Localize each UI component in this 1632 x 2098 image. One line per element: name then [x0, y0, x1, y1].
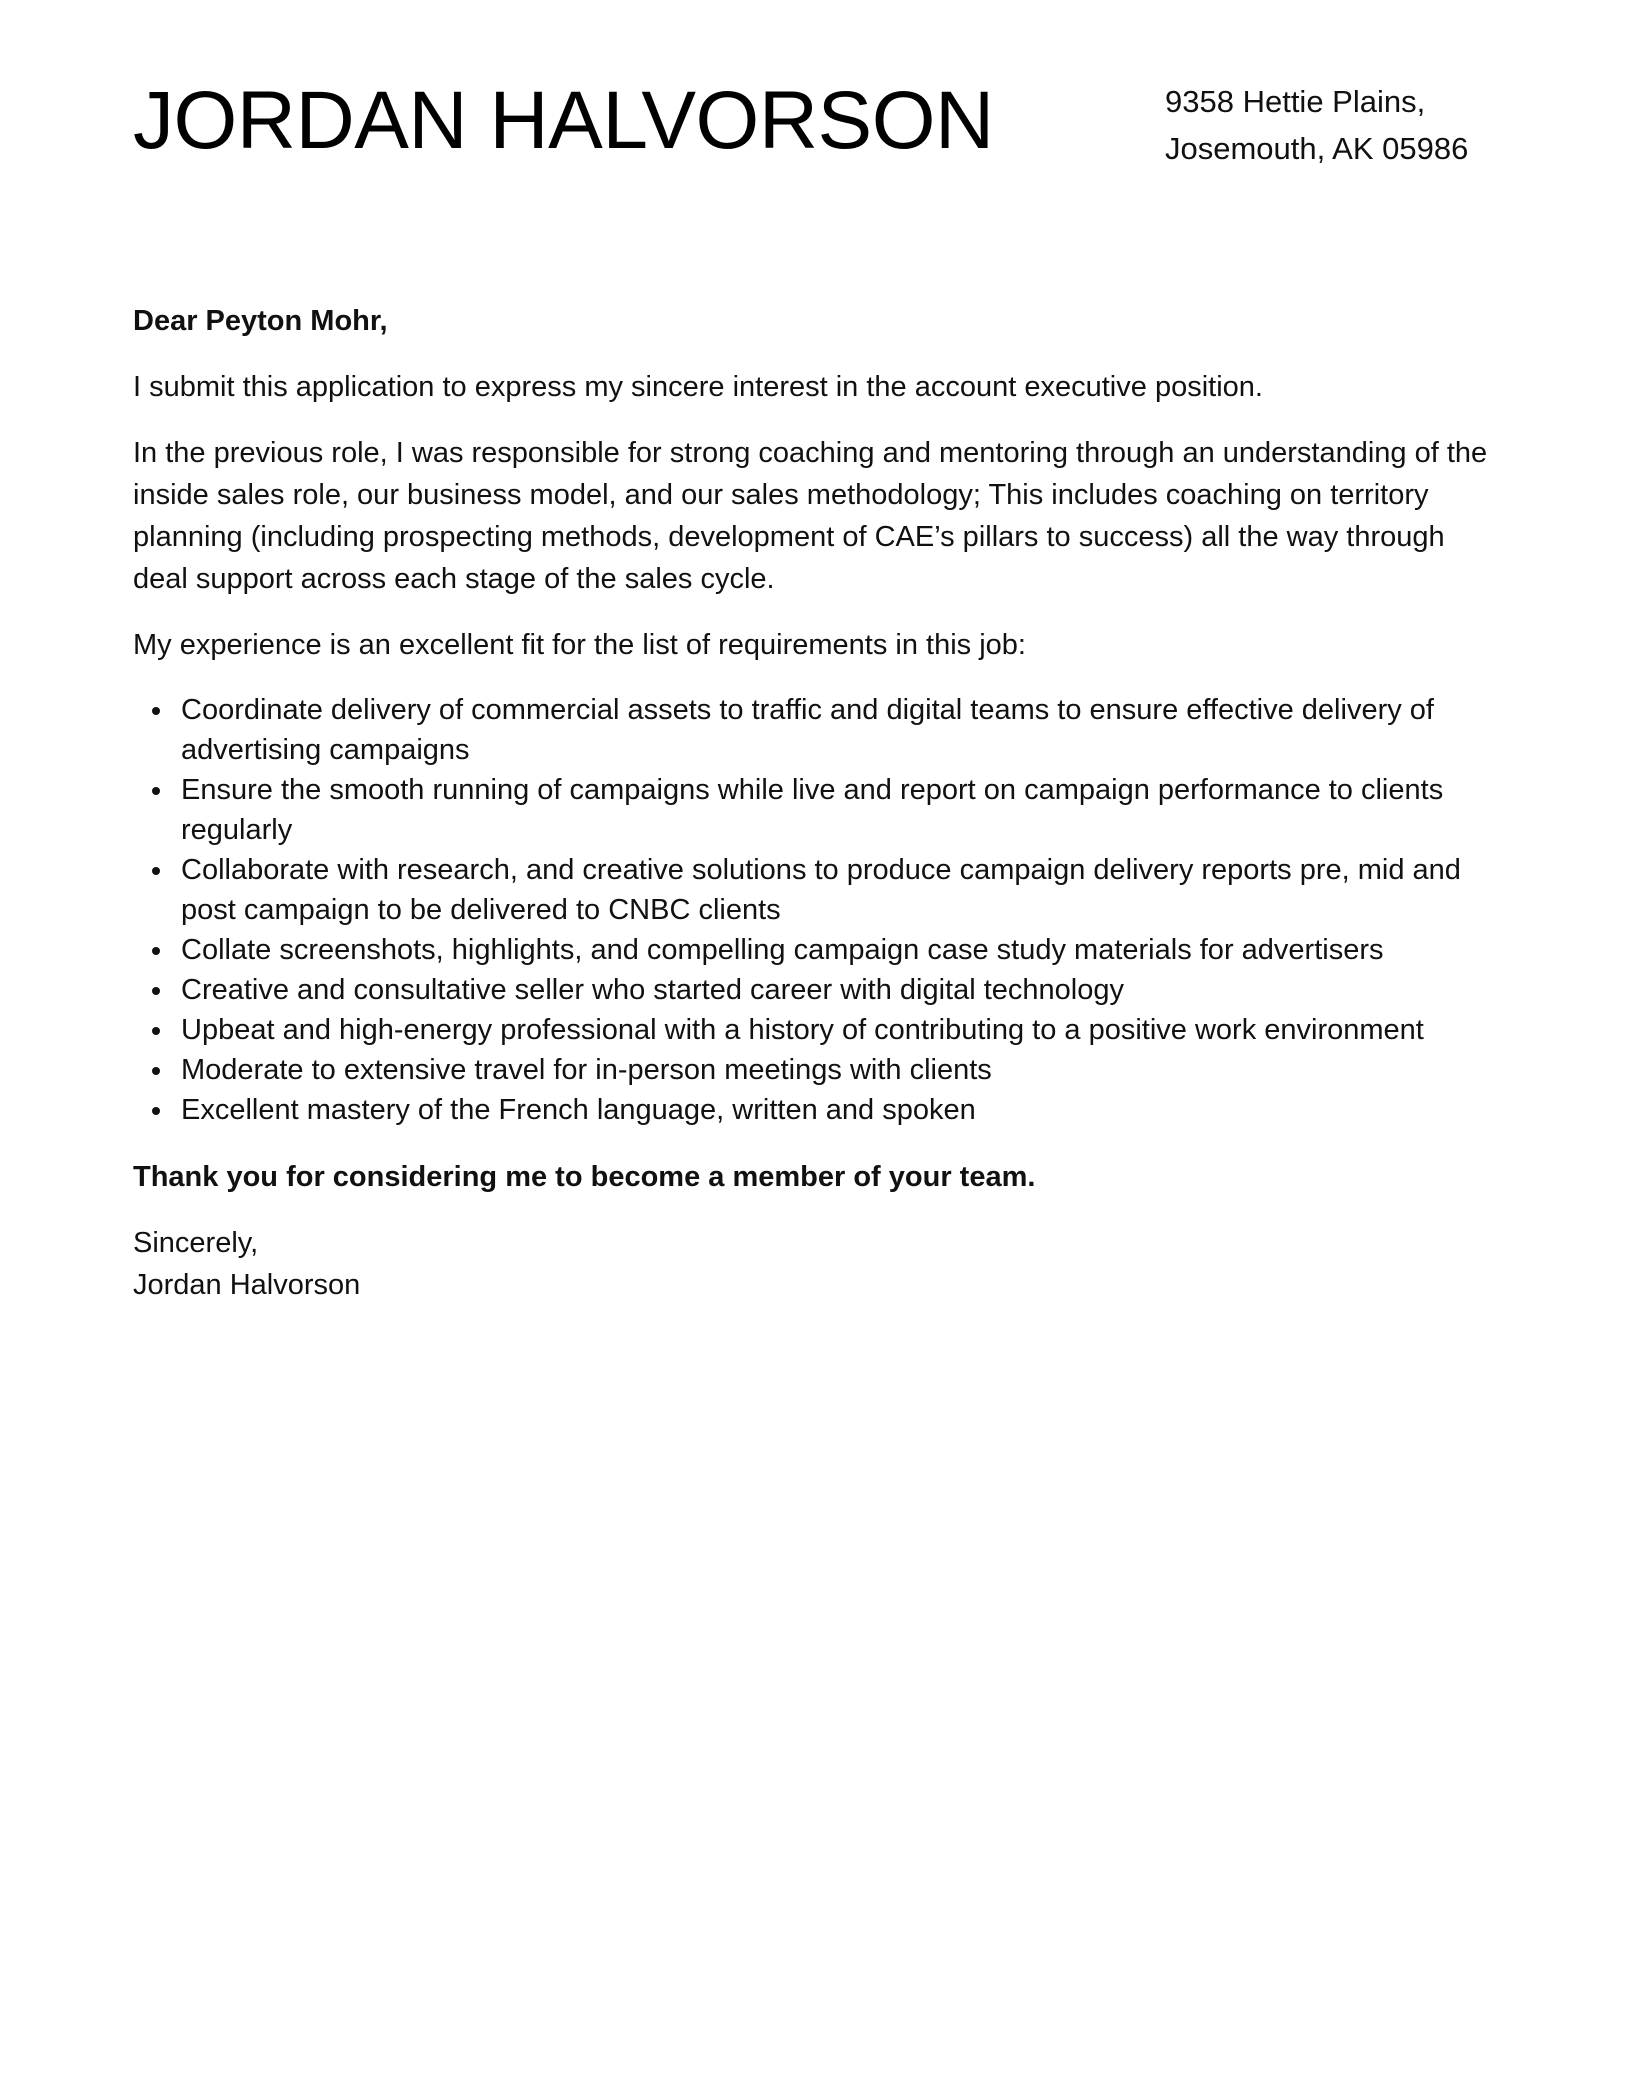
bullet-icon: [152, 1027, 160, 1035]
requirements-list: [133, 690, 1503, 1130]
requirement-text: Upbeat and high-energy professional with a history of contributing to a positive work environment: [181, 1014, 1424, 1046]
intro-paragraph: I submit this application to express my sincere interest in the account executive position.: [133, 371, 1263, 403]
signoff-block: [133, 1222, 1503, 1306]
letter-body: [133, 300, 1503, 1306]
requirement-item: [133, 690, 1503, 770]
address-line-2: Josemouth, AK 05986: [1165, 131, 1469, 166]
requirement-item: [133, 1050, 1503, 1090]
requirements-intro: My experience is an excellent fit for the list of requirements in this job:: [133, 629, 1026, 661]
bullet-icon: [152, 947, 160, 955]
requirement-item: [133, 970, 1503, 1010]
bullet-icon: [152, 867, 160, 875]
bullet-icon: [152, 1067, 160, 1075]
bullet-icon: [152, 1107, 160, 1115]
requirement-text: Ensure the smooth running of campaigns while live and report on campaign performance to clients regularly: [181, 774, 1444, 846]
requirement-text: Creative and consultative seller who started career with digital technology: [181, 974, 1124, 1006]
requirement-text: Collate screenshots, highlights, and compelling campaign case study materials for advertisers: [181, 934, 1384, 966]
applicant-name: JORDAN HALVORSON: [133, 75, 994, 166]
requirement-item: [133, 770, 1503, 850]
experience-paragraph: In the previous role, I was responsible for strong coaching and mentoring through an understanding of the inside sales role, our business model, and our sales methodology; This includes coaching on territory planning (including prospecting methods, development of CAE’s pillars to success) all the way through deal support across each stage of the sales cycle.: [133, 437, 1488, 595]
applicant-address: [1165, 78, 1468, 172]
requirement-text: Moderate to extensive travel for in-person meetings with clients: [181, 1054, 992, 1086]
requirement-item: [133, 1010, 1503, 1050]
address-line-1: 9358 Hettie Plains,: [1165, 84, 1426, 119]
salutation: Dear Peyton Mohr,: [133, 305, 388, 337]
closing-statement: Thank you for considering me to become a member of your team.: [133, 1161, 1036, 1193]
requirement-item: [133, 930, 1503, 970]
requirement-text: Excellent mastery of the French language, written and spoken: [181, 1094, 976, 1126]
requirement-item: [133, 850, 1503, 930]
requirement-text: Coordinate delivery of commercial assets to traffic and digital teams to ensure effective delivery of advertising campaigns: [181, 694, 1434, 766]
letter-header: [133, 72, 1503, 182]
signoff: Sincerely,: [133, 1227, 259, 1259]
requirement-item: [133, 1090, 1503, 1130]
signature-name: Jordan Halvorson: [133, 1269, 361, 1301]
requirement-text: Collaborate with research, and creative solutions to produce campaign delivery reports pre, mid and post campaign to be delivered to CNBC clients: [181, 854, 1461, 926]
bullet-icon: [152, 987, 160, 995]
bullet-icon: [152, 787, 160, 795]
bullet-icon: [152, 707, 160, 715]
